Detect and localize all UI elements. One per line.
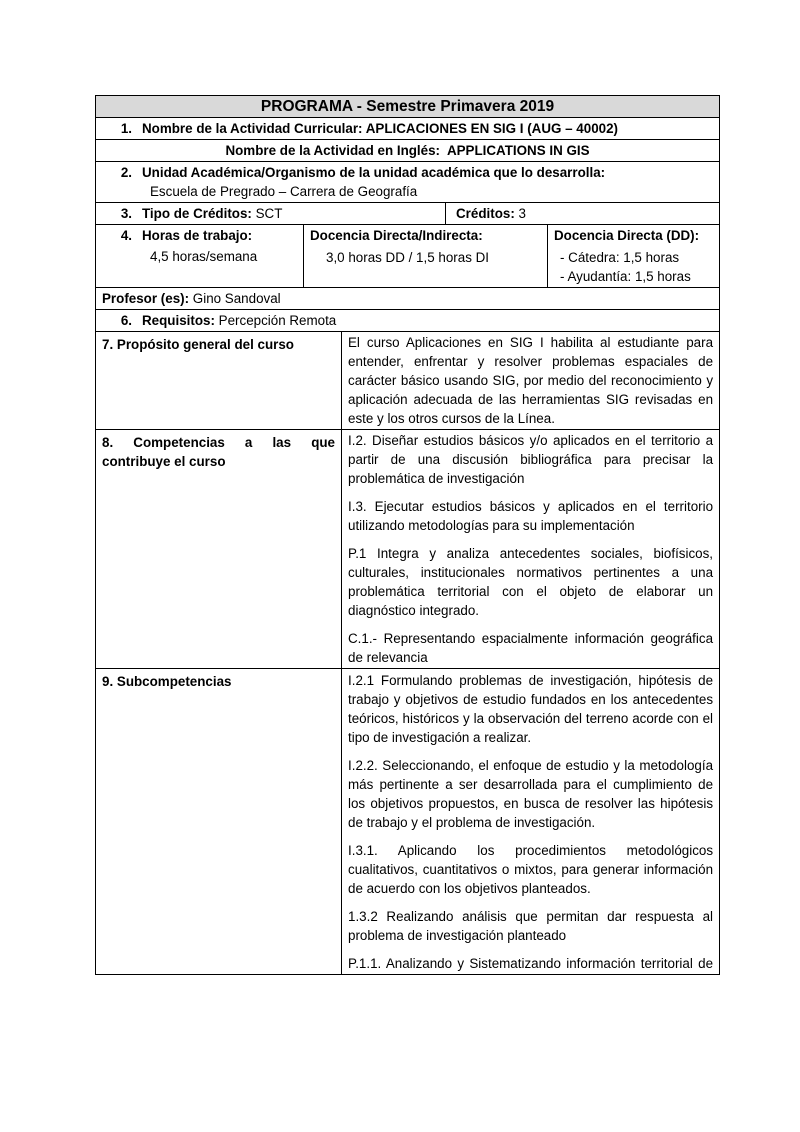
- item6-number: 6.: [120, 313, 132, 328]
- item4-label: Horas de trabajo:: [142, 228, 253, 243]
- item6-label: Requisitos:: [142, 313, 215, 328]
- row-work-hours: [96, 225, 720, 288]
- item3-label: Tipo de Créditos:: [142, 206, 252, 221]
- program-table: [95, 95, 720, 975]
- docencia-value: 3,0 horas DD / 1,5 horas DI: [326, 250, 489, 265]
- credits-label: Créditos:: [456, 206, 515, 221]
- title-row: [96, 96, 720, 118]
- subcompetency-paragraph: I.3.1. Aplicando los procedimientos metodológicos cualitativos, cuantitativos o mixtos, para generar información de acuerdo con los objetivos planteados.: [348, 843, 714, 896]
- competency-paragraph: I.2. Diseñar estudios básicos y/o aplicados en el territorio a partir de una discusión bibliográfica para precisar la problemática de investigación: [348, 433, 714, 486]
- competency-paragraph: C.1.- Representando espacialmente información geográfica de relevancia: [348, 631, 714, 665]
- item1-number: 1.: [120, 121, 132, 136]
- docencia-label: Docencia Directa/Indirecta:: [310, 228, 483, 243]
- item3-value: SCT: [255, 206, 283, 221]
- purpose-text: El curso Aplicaciones en SIG I habilita al estudiante para entender, enfrentar y resolver problemas espaciales de carácter básico usando SIG, por medio del reconocimiento y aplicación adecuada de las herramientas SIG revisadas en este y los otros cursos de la Línea.: [348, 335, 714, 426]
- subcompetency-paragraph: P.1.1. Analizando y Sistematizando información territorial de: [348, 956, 714, 971]
- subcompetency-paragraph: I.2.1 Formulando problemas de investigación, hipótesis de trabajo y objetivos de estudio fundados en los antecedentes teóricos, históricos y la observación del terreno acorde con el tipo de investigación a realizar.: [348, 673, 714, 745]
- item6-value: Percepción Remota: [218, 313, 337, 328]
- row-academic-unit: [96, 162, 720, 203]
- item1-value: APLICACIONES EN SIG I (AUG – 40002): [365, 121, 619, 136]
- subcompetencies-label: 9. Subcompetencias: [96, 669, 342, 975]
- item2-value: Escuela de Pregrado – Carrera de Geografía: [150, 184, 418, 199]
- program-title: PROGRAMA - Semestre Primavera 2019: [96, 96, 720, 118]
- item2-number: 2.: [120, 165, 132, 180]
- purpose-label: 7. Propósito general del curso: [96, 332, 342, 430]
- english-label: Nombre de la Actividad en Inglés:: [225, 143, 440, 158]
- professor-label: Profesor (es):: [102, 291, 190, 306]
- row-english-name: [96, 140, 720, 162]
- item3-number: 3.: [120, 206, 132, 221]
- item1-label: Nombre de la Actividad Curricular:: [142, 121, 363, 136]
- row-activity-name: [96, 118, 720, 140]
- subcompetency-paragraph: I.2.2. Seleccionando, el enfoque de estudio y la metodología más pertinente a ser desarrollada para el cumplimiento de los objetivos propuestos, en busca de resolver las hipótesis de trabajo y el problema de investigación.: [348, 758, 714, 830]
- row-competencies: [96, 430, 720, 669]
- row-purpose: [96, 332, 720, 430]
- item4-value: 4,5 horas/semana: [150, 249, 258, 264]
- item2-label: Unidad Académica/Organismo de la unidad académica que lo desarrolla:: [142, 165, 606, 180]
- credits-value: 3: [518, 206, 526, 221]
- item4-number: 4.: [120, 228, 132, 243]
- competency-paragraph: P.1 Integra y analiza antecedentes sociales, biofísicos, culturales, institucionales normativos pertinentes a una problemática territorial con el objeto de elaborar un diagnóstico integrado.: [348, 546, 714, 618]
- row-requirements: [96, 310, 720, 332]
- competency-paragraph: I.3. Ejecutar estudios básicos y aplicados en el territorio utilizando metodologías para su implementación: [348, 499, 714, 533]
- row-credit-type: [96, 203, 720, 225]
- row-subcompetencies: [96, 669, 720, 975]
- competencies-label: 8. Competencias a las que contribuye el curso: [96, 430, 342, 669]
- professor-value: Gino Sandoval: [192, 291, 281, 306]
- subcompetency-paragraph: 1.3.2 Realizando análisis que permitan dar respuesta al problema de investigación planteado: [348, 909, 714, 943]
- dd-item: - Ayudantía: 1,5 horas: [560, 269, 691, 284]
- dd-label: Docencia Directa (DD):: [554, 228, 700, 243]
- row-professor: [96, 288, 720, 310]
- dd-item: - Cátedra: 1,5 horas: [560, 250, 680, 265]
- english-value: APPLICATIONS IN GIS: [446, 143, 590, 158]
